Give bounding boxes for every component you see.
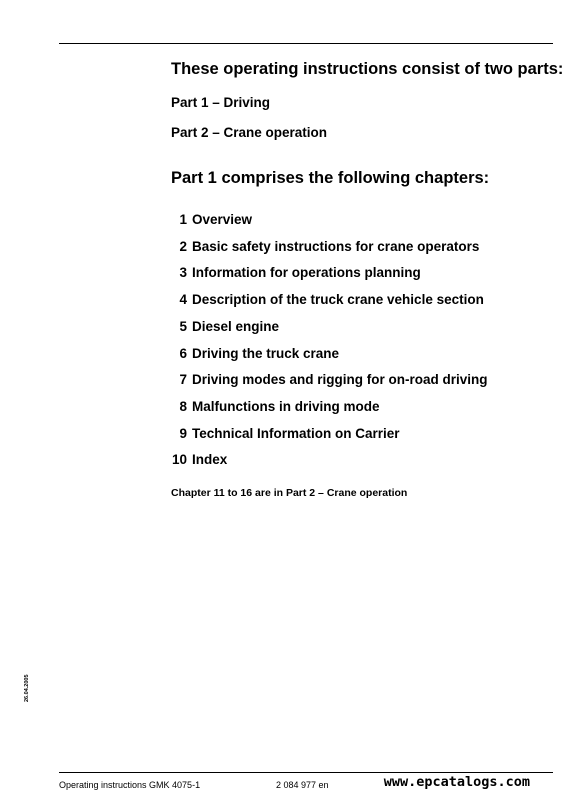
footer-watermark: www.epcatalogs.com bbox=[383, 774, 530, 790]
footer-doc-title: Operating instructions GMK 4075-1 bbox=[59, 780, 201, 790]
chapter-number: 2 bbox=[179, 238, 187, 254]
chapter-number: 5 bbox=[179, 318, 187, 334]
chapter-title: Driving modes and rigging for on-road driving bbox=[192, 372, 488, 388]
part-1-label: Part 1 – Driving bbox=[171, 95, 271, 110]
intro-heading: These operating instructions consist of two parts: bbox=[171, 60, 564, 78]
chapter-title: Overview bbox=[192, 212, 253, 227]
chapter-item bbox=[171, 314, 561, 341]
chapter-title: Technical Information on Carrier bbox=[192, 425, 400, 441]
bottom-rule bbox=[59, 772, 553, 773]
chapter-number: 8 bbox=[179, 398, 187, 414]
chapters-heading: Part 1 comprises the following chapters: bbox=[171, 169, 490, 187]
chapter-item bbox=[171, 207, 561, 234]
footer-doc-number: 2 084 977 en bbox=[276, 780, 329, 790]
chapter-item bbox=[171, 447, 561, 474]
chapter-title: Basic safety instructions for crane operators bbox=[192, 238, 480, 254]
chapter-number: 3 bbox=[179, 265, 187, 281]
chapter-item bbox=[171, 341, 561, 368]
chapter-title: Diesel engine bbox=[192, 318, 280, 334]
chapter-number: 10 bbox=[171, 452, 187, 468]
chapter-item bbox=[171, 421, 561, 448]
chapter-item bbox=[171, 367, 561, 394]
chapter-title: Driving the truck crane bbox=[192, 345, 340, 361]
chapter-title: Malfunctions in driving mode bbox=[192, 398, 380, 414]
chapter-list bbox=[171, 207, 561, 474]
page-content bbox=[171, 58, 564, 511]
chapter-item bbox=[171, 394, 561, 421]
part-2-label: Part 2 – Crane operation bbox=[171, 125, 328, 140]
part-2-note: Chapter 11 to 16 are in Part 2 – Crane operation bbox=[171, 487, 408, 500]
chapter-title: Information for operations planning bbox=[192, 265, 421, 281]
side-date-stamp: 26.04.2005 bbox=[24, 674, 30, 702]
chapter-title: Description of the truck crane vehicle section bbox=[192, 292, 484, 308]
chapter-title: Index bbox=[192, 452, 228, 468]
chapter-number: 4 bbox=[179, 292, 187, 308]
chapter-item bbox=[171, 234, 561, 261]
chapter-number: 7 bbox=[179, 372, 187, 388]
top-rule bbox=[59, 43, 553, 44]
chapter-item bbox=[171, 260, 561, 287]
chapter-number: 6 bbox=[179, 345, 187, 361]
chapter-number: 9 bbox=[179, 425, 187, 441]
chapter-number: 1 bbox=[179, 212, 187, 227]
chapter-item bbox=[171, 287, 561, 314]
